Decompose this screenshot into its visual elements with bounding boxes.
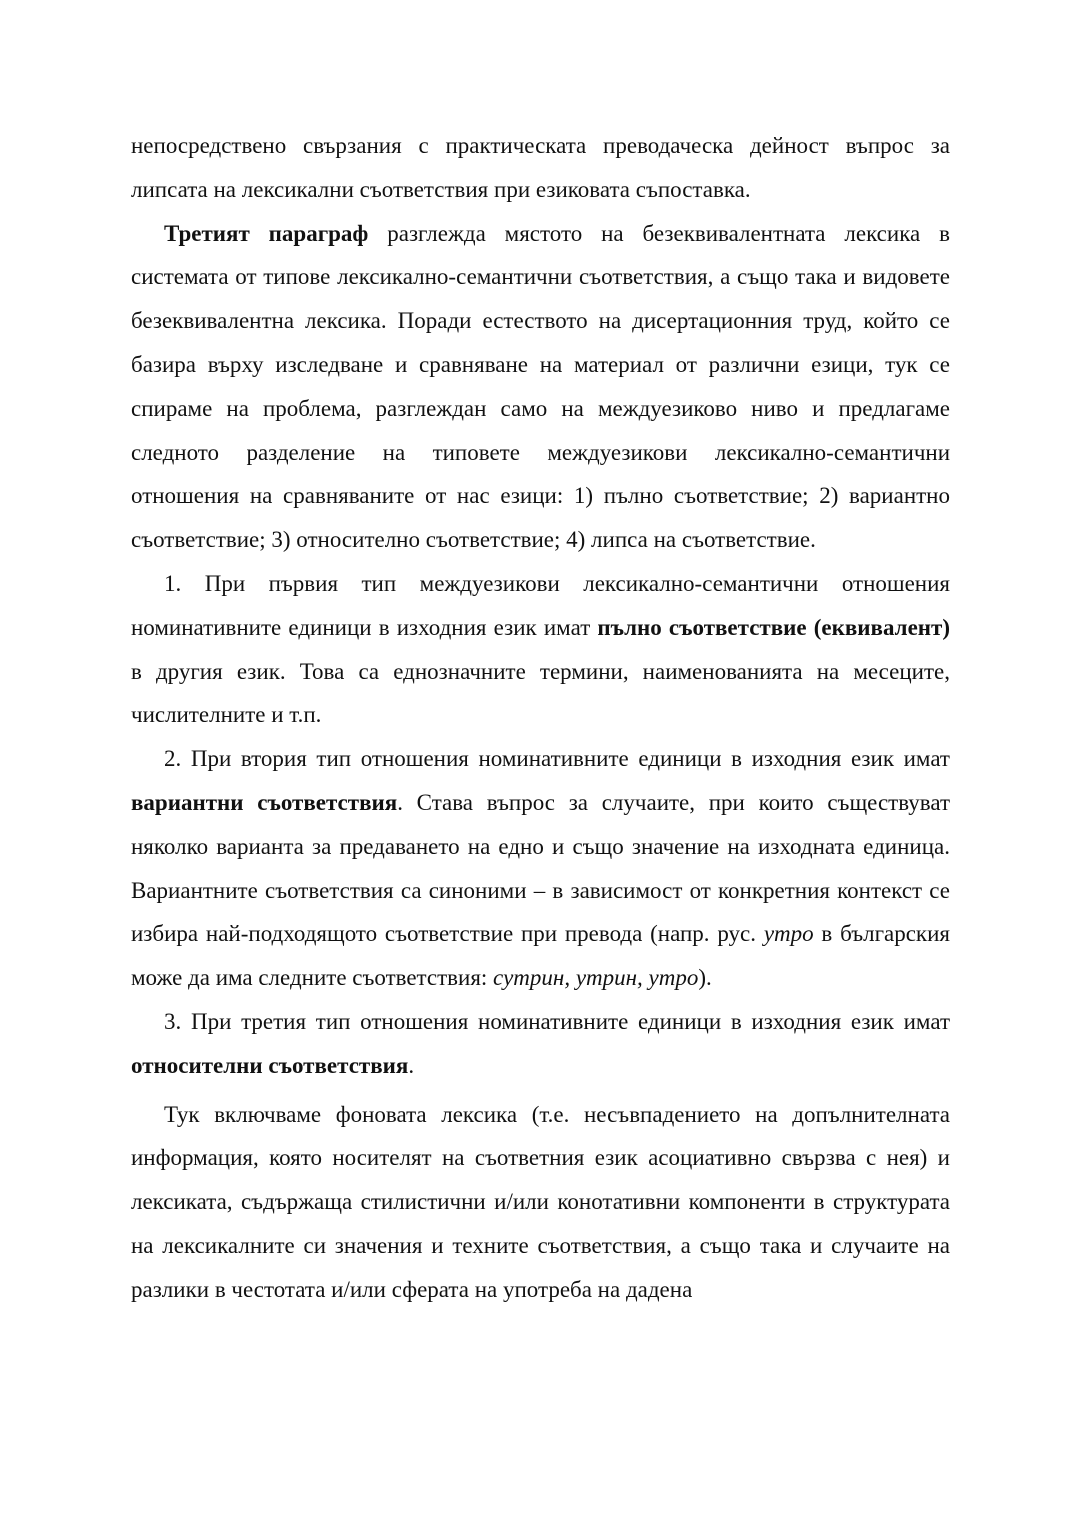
paragraph-type-2 bbox=[131, 737, 950, 1000]
italic-example-list: сутрин, утрин, утро bbox=[493, 965, 699, 991]
paragraph-type-1 bbox=[131, 562, 950, 737]
bold-term-full-equivalent: пълно съответствие (еквивалент) bbox=[597, 614, 950, 640]
paragraph-type-3 bbox=[131, 1000, 950, 1088]
paragraph-text: в другия език. Това са еднозначните термини, наименованията на месеците, числителните и т.п. bbox=[131, 658, 950, 728]
bold-term-variant-correspondences: вариантни съответствия bbox=[131, 789, 398, 815]
paragraph-text: . bbox=[408, 1052, 415, 1078]
bold-term-third-paragraph: Третият параграф bbox=[164, 220, 369, 246]
paragraph-text: в българския може да има следните съответствия: bbox=[131, 921, 950, 991]
paragraph-third-section bbox=[131, 212, 950, 562]
paragraph-text: 3. При третия тип отношения номинативните единици в изходния език имат bbox=[164, 1008, 950, 1034]
document-body bbox=[131, 124, 950, 1312]
paragraph-text: 2. При втория тип отношения номинативните единици в изходния език имат bbox=[164, 746, 950, 772]
paragraph-text: 1. При първия тип междуезикови лексикално-семантични отношения номинативните единици в изходния език имат bbox=[131, 570, 950, 640]
paragraph-text: разглежда мястото на безеквивалентната лексика в системата от типове лексикално-семантични съответствия, а също така и видовете безеквивалентна лексика. Поради естеството на дисертационния труд, който се базира върху изследване и сравняване на материал от различни езици, тук се спираме на проблема, разглеждан само на междуезиково ниво и предлагаме следното разделение на типовете междуезикови лексикално-семантични отношения на сравняваните от нас езици: 1) пълно съответствие; 2) вариантно съответствие; 3) относително съответствие; 4) липса на съответствие. bbox=[131, 220, 950, 553]
bold-term-relative-correspondences: относителни съответствия bbox=[131, 1052, 409, 1078]
italic-example-utro: утро bbox=[763, 921, 814, 947]
paragraph-text: . Става въпрос за случаите, при които съществуват няколко варианта за предаването на едно и също значение на изходната единица. Вариантните съответствия са синоними – в зависимост от конкретния контекст се избира най-подходящото съответствие при превода (напр. рус. bbox=[131, 789, 950, 947]
paragraph-background-lexis bbox=[131, 1093, 950, 1312]
paragraph-text: непосредствено свързания с практическата преводаческа дейност въпрос за липсата на лексикални съответствия при езиковата съпоставка. bbox=[131, 133, 950, 202]
paragraph-text: ). bbox=[698, 965, 712, 991]
paragraph-continuation bbox=[131, 124, 950, 212]
paragraph-text: Тук включваме фоновата лексика (т.е. несъвпадението на допълнителната информация, която носителят на съответния език асоциативно свързва с нея) и лексиката, съдържаща стилистични и/или конотативни компоненти в структурата на лексикалните си значения и техните съответствия, а също така и случаите на разлики в честотата и/или сферата на употреба на дадена bbox=[131, 1101, 950, 1302]
